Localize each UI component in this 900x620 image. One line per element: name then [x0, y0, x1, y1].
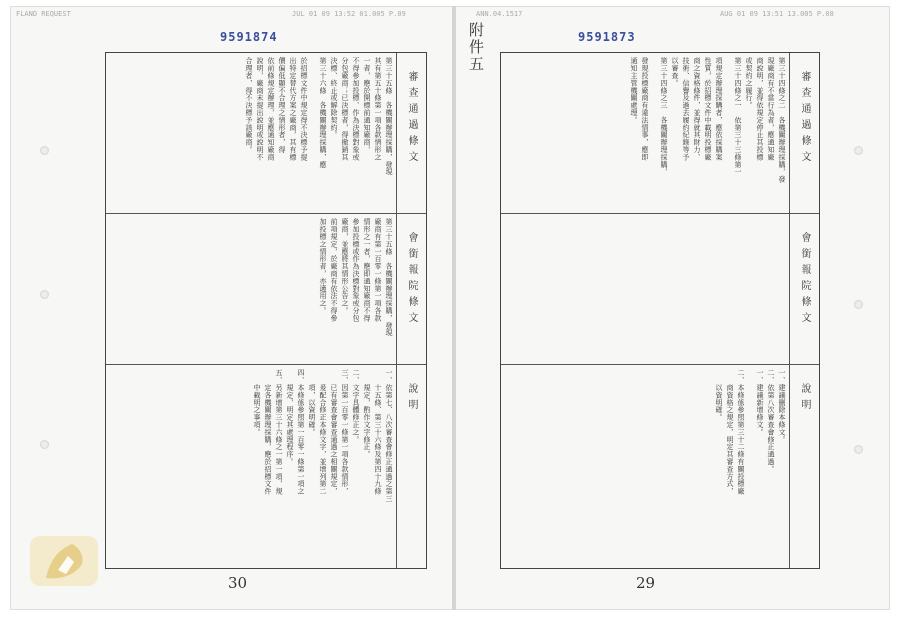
right-council-text [501, 214, 789, 364]
left-row-reviewed [106, 53, 426, 214]
fax-header-right: AUG 01 09 13:51 13.005 P.08 [720, 10, 834, 18]
text-line: 不得參加投標、作為決標對象或 [352, 57, 360, 161]
left-page-number: 30 [228, 574, 248, 592]
text-line: 已有審查會審查通過之相關規定， [330, 369, 338, 495]
left-document-number-stamp: 9591874 [220, 30, 278, 44]
text-line: 以審查。 [671, 57, 679, 87]
binding-hole-mark [40, 290, 49, 299]
text-line: 以資明確。 [715, 369, 723, 421]
text-line: 第三十五條 各機關辦理採購，發現 [385, 57, 393, 176]
fax-header-right-middle: ANN.04.1517 [476, 10, 523, 18]
left-header-reviewed [396, 53, 426, 213]
text-line: 二、依第八次審查會修正通過。 [767, 369, 775, 473]
text-line: 依前條規定辦理，並應通知廠商 [267, 57, 275, 161]
left-header-notes [396, 365, 426, 568]
text-line: 加投標之情形者，亦適用之。 [319, 218, 327, 315]
text-line: 一、依第七、八次審查會修正通過之第三 [385, 369, 393, 503]
text-line: 第三十四條之一 依第三十三條第一 [734, 57, 742, 176]
left-reviewed-text [106, 53, 396, 213]
right-reviewed-text [501, 53, 789, 213]
text-line: 一、建議刪除本條文。 [778, 369, 786, 443]
text-line: 爰配合修正本條文字，並增列第二 [319, 369, 327, 495]
right-document-number-stamp: 9591873 [578, 30, 636, 44]
text-line: 項規定辦理採購者，應依採購案 [715, 57, 723, 161]
right-header-reviewed [789, 53, 819, 213]
binding-hole-mark [854, 445, 863, 454]
text-line: 參加投標或作為決標對象或分包 [352, 218, 360, 322]
left-council-text [106, 214, 396, 364]
fax-header-left: FLAND REQUEST [16, 10, 71, 18]
text-line: 出特定替代方案之廠商，其有標 [289, 57, 297, 161]
text-line: 現廠商有不當行為者，應通知廠 [767, 57, 775, 161]
binding-hole-mark [40, 146, 49, 155]
left-comparison-table [105, 52, 427, 569]
text-line: 中載明之事項。 [253, 369, 261, 436]
left-notes-text [106, 365, 396, 568]
text-line: 二、本條係參照第三十二條有關投標廠 [737, 369, 745, 495]
binding-hole-mark [854, 300, 863, 309]
text-line: 項，以資明確。 [308, 369, 316, 436]
text-line: 決標、終止或解除契約。 [330, 57, 338, 139]
left-header-council [396, 214, 426, 364]
text-line: 說明，廠商未提出說明或說明不 [256, 57, 264, 161]
text-line: 發現投標廠商有違法情事，應即 [641, 57, 649, 161]
text-line: 其有第五十條第一項各款情形之 [374, 57, 382, 161]
text-line: 或契約之履行。 [745, 57, 753, 109]
text-line: 規定，明定其處理程序。 [286, 369, 294, 466]
text-line: 廠商有第一百零一條第一項各款 [374, 218, 382, 322]
left-row-notes [106, 365, 426, 568]
library-logo-icon [28, 530, 100, 590]
text-line: 規定，酌作文字修正。 [363, 369, 371, 458]
text-line: 性質，於招標文件中載明投標廠 [704, 57, 712, 161]
text-line: 於招標文件中規定得不決標予提 [300, 57, 308, 161]
text-line: 廠商，並應將其情形公告之。 [341, 218, 349, 315]
text-line: 商說明，並得依規定停止其投標 [756, 57, 764, 161]
left-row-council [106, 214, 426, 365]
text-line: 四、本條係參照第一百零一條第一項之 [297, 369, 305, 495]
text-line: 第三十四條之三 各機關辦理採購， [660, 57, 668, 176]
text-line: 第三十六條 各機關辦理採購，應 [319, 57, 327, 168]
binding-hole-mark [854, 146, 863, 155]
header-label: 審查通過條文 [406, 71, 417, 167]
right-header-notes [789, 365, 819, 568]
text-line: 價偏低顯不合理之情形者，得 [278, 57, 286, 154]
text-line: 定各機關辦理採購，應於招標文件 [264, 369, 272, 495]
text-line: 情形之一者，應即通知廠商不得 [363, 218, 371, 322]
right-comparison-table [500, 52, 820, 569]
annex-label: 附件五 [467, 22, 485, 73]
text-line: 一、建議新增條文。 [756, 369, 764, 436]
text-line: 前項規定，於廠商有依法不得參 [330, 218, 338, 322]
header-label: 說明 [406, 383, 417, 415]
text-line: 通知主管機關處理。 [630, 57, 638, 124]
right-header-council [789, 214, 819, 364]
right-page-number: 29 [636, 574, 656, 592]
header-label: 會銜報院條文 [799, 232, 810, 328]
text-line: 五、另新增第三十六條之一第一項，規 [275, 369, 283, 495]
text-line: 合理者，得不決標予該廠商。 [245, 57, 253, 154]
text-line: 分包廠商；已決標者，得撤銷其 [341, 57, 349, 161]
header-label: 審查通過條文 [799, 71, 810, 167]
right-row-notes [501, 365, 819, 568]
header-label: 會銜報院條文 [406, 232, 417, 328]
right-notes-text [501, 365, 789, 568]
right-row-reviewed [501, 53, 819, 214]
text-line: 一者，應於開標前通知廠商， [363, 57, 371, 154]
text-line: 商之資格條件，並得就其財力、 [693, 57, 701, 161]
text-line: 二、文字具體修正之。 [352, 369, 360, 443]
fax-header-left-middle: JUL 01 09 13:52 01.005 P.09 [292, 10, 406, 18]
text-line: 十五條、第三十六條及第四十九條 [374, 369, 382, 495]
page-gutter [452, 6, 456, 610]
text-line: 技術、信譽及過去履約紀錄等予 [682, 57, 690, 161]
text-line: 第三十五條 各機關辦理採購，發現 [385, 218, 393, 337]
binding-hole-mark [40, 440, 49, 449]
text-line: 三、因第一百零一條第一項各款情形， [341, 369, 349, 495]
text-line: 第三十四條之二 各機關辦理採購，發 [778, 57, 786, 183]
text-line: 商資格之規定，明定其審查方式， [726, 369, 734, 495]
right-row-council [501, 214, 819, 365]
header-label: 說明 [799, 383, 810, 415]
